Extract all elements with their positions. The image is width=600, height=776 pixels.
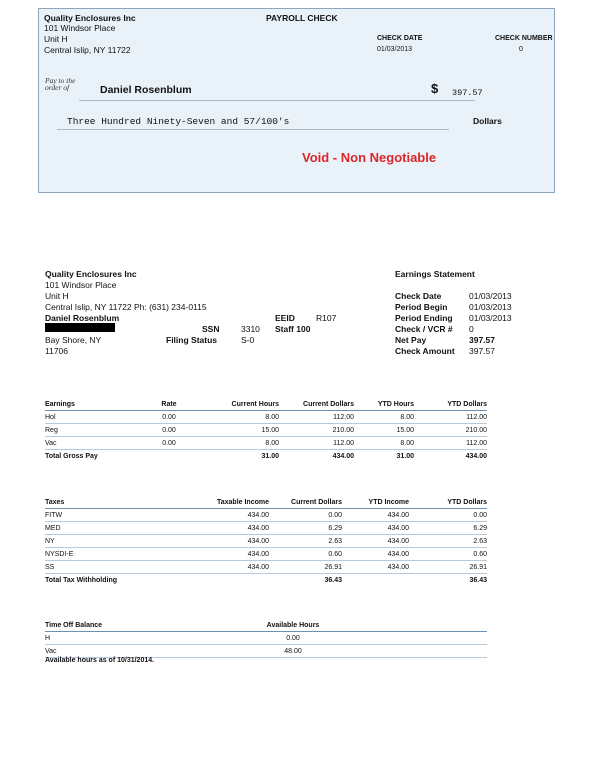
payee-line — [79, 100, 475, 101]
table-cell: 434.00 — [183, 522, 269, 535]
column-header-spacer — [341, 619, 487, 632]
column-header: Taxable Income — [183, 496, 269, 509]
amount-in-words: Three Hundred Ninety-Seven and 57/100's — [67, 116, 290, 127]
table-row — [45, 411, 487, 424]
check-company-city: Central Islip, NY 11722 — [44, 45, 131, 55]
table-cell: NYSDI-E — [45, 548, 183, 561]
check-amount: 397.57 — [452, 88, 483, 98]
table-cell: Vac — [45, 437, 133, 450]
table-row — [45, 561, 487, 574]
table-cell: Reg — [45, 424, 133, 437]
summary-label: Net Pay — [395, 335, 427, 345]
statement-company-name: Quality Enclosures Inc — [45, 269, 137, 279]
table-cell — [183, 574, 269, 587]
summary-value: 397.57 — [469, 346, 495, 356]
table-row — [45, 424, 487, 437]
table-cell-spacer — [341, 632, 487, 645]
table-row — [45, 548, 487, 561]
summary-value: 0 — [469, 324, 474, 334]
filing-status-value: S-0 — [241, 335, 255, 345]
summary-label: Check Date — [395, 291, 442, 301]
ssn-value: 3310 — [241, 324, 260, 334]
column-header: Time Off Balance — [45, 619, 245, 632]
check-company-address2: Unit H — [44, 34, 68, 44]
table-cell: 434.00 — [332, 452, 354, 460]
table-cell: 0.60 — [269, 548, 342, 561]
pay-to-label-line2: order of — [45, 83, 70, 92]
statement-title: Earnings Statement — [395, 269, 475, 279]
employee-city: Bay Shore, NY — [45, 335, 102, 345]
table-cell: 2.63 — [409, 535, 487, 548]
pay-to-label-line1: Pay to the — [45, 76, 76, 85]
table-row — [45, 645, 487, 658]
table-cell: 434.00 — [342, 548, 409, 561]
table-cell: 8.00 — [354, 437, 414, 450]
table-cell: 434.00 — [465, 452, 487, 460]
table-cell: 112.00 — [414, 411, 487, 424]
ssn-label: SSN — [202, 324, 220, 334]
summary-value: 01/03/2013 — [469, 291, 512, 301]
table-cell: 6.29 — [269, 522, 342, 535]
column-header: YTD Income — [342, 496, 409, 509]
table-cell — [342, 574, 409, 587]
column-header: YTD Dollars — [414, 398, 487, 411]
table-cell: 434.00 — [183, 548, 269, 561]
table-row — [45, 437, 487, 450]
table-cell: 434.00 — [183, 535, 269, 548]
filing-status-label: Filing Status — [166, 335, 217, 345]
check-company-name: Quality Enclosures Inc — [44, 13, 136, 23]
table-cell — [133, 450, 205, 463]
summary-label: Check Amount — [395, 346, 455, 356]
table-cell: 112.00 — [279, 411, 354, 424]
check-number-label: CHECK NUMBER — [495, 35, 553, 42]
table-cell: 434.00 — [183, 561, 269, 574]
table-cell: FITW — [45, 509, 183, 522]
table-cell: 8.00 — [205, 437, 279, 450]
table-cell: 2.63 — [269, 535, 342, 548]
check-date-label: CHECK DATE — [377, 35, 423, 42]
table-cell: 31.00 — [261, 452, 279, 460]
table-row — [45, 632, 487, 645]
table-cell: 0.00 — [409, 509, 487, 522]
table-cell: SS — [45, 561, 183, 574]
column-header: Earnings — [45, 398, 133, 411]
void-stamp: Void - Non Negotiable — [302, 150, 437, 165]
table-cell: 26.91 — [409, 561, 487, 574]
amount-line — [57, 129, 449, 130]
time-off-note: Available hours as of 10/31/2014. — [45, 657, 155, 664]
table-cell: Total Tax Withholding — [45, 576, 117, 584]
dollars-label: Dollars — [473, 116, 502, 126]
employee-zip: 11706 — [45, 346, 69, 356]
summary-label: Check / VCR # — [395, 324, 453, 334]
check-number: 0 — [519, 46, 523, 53]
table-cell-spacer — [341, 645, 487, 658]
table-cell: 15.00 — [205, 424, 279, 437]
table-cell: 210.00 — [414, 424, 487, 437]
table-cell: 434.00 — [342, 561, 409, 574]
table-cell: 36.43 — [324, 576, 342, 584]
statement-company-city-phone: Central Islip, NY 11722 Ph: (631) 234-0115 — [45, 302, 207, 312]
table-cell: 8.00 — [354, 411, 414, 424]
summary-value: 01/03/2013 — [469, 313, 512, 323]
table-cell: 0.00 — [245, 632, 341, 645]
table-cell: 31.00 — [396, 452, 414, 460]
table-cell: 48.00 — [245, 645, 341, 658]
table-cell: 0.00 — [269, 509, 342, 522]
table-row — [45, 522, 487, 535]
table-cell: 434.00 — [183, 509, 269, 522]
column-header: Current Hours — [205, 398, 279, 411]
summary-label: Period Begin — [395, 302, 448, 312]
check-date: 01/03/2013 — [377, 46, 413, 53]
table-cell: 0.00 — [133, 437, 205, 450]
check-title: PAYROLL CHECK — [266, 13, 338, 23]
table-cell: MED — [45, 522, 183, 535]
total-row — [45, 574, 487, 587]
table-cell: 0.00 — [133, 424, 205, 437]
table-cell: 0.60 — [409, 548, 487, 561]
summary-label: Period Ending — [395, 313, 453, 323]
time-off-table — [45, 619, 487, 658]
payroll-check — [38, 8, 555, 193]
table-cell: 6.29 — [409, 522, 487, 535]
employee-name: Daniel Rosenblum — [45, 313, 120, 323]
summary-value: 01/03/2013 — [469, 302, 512, 312]
column-header: Taxes — [45, 496, 183, 509]
dollar-sign-icon: $ — [431, 81, 439, 96]
table-row — [45, 535, 487, 548]
table-cell: 26.91 — [269, 561, 342, 574]
column-header: Current Dollars — [279, 398, 354, 411]
column-header: Current Dollars — [269, 496, 342, 509]
table-cell: 434.00 — [342, 522, 409, 535]
total-row — [45, 450, 487, 463]
table-cell: 0.00 — [133, 411, 205, 424]
staff-label: Staff 100 — [275, 324, 311, 334]
table-cell: Hol — [45, 411, 133, 424]
column-header: Available Hours — [245, 619, 341, 632]
table-row — [45, 509, 487, 522]
table-cell: NY — [45, 535, 183, 548]
summary-value: 397.57 — [469, 335, 495, 345]
column-header: YTD Hours — [354, 398, 414, 411]
statement-company-address1: 101 Windsor Place — [45, 280, 117, 290]
table-cell: H — [45, 632, 245, 645]
table-cell: Vac — [45, 645, 245, 658]
table-cell: Total Gross Pay — [45, 452, 98, 460]
table-cell: 434.00 — [342, 509, 409, 522]
table-cell: 36.43 — [469, 576, 487, 584]
column-header: YTD Dollars — [409, 496, 487, 509]
eeid-value: R107 — [316, 313, 337, 323]
eeid-label: EEID — [275, 313, 295, 323]
earnings-table — [45, 398, 487, 462]
payee-name: Daniel Rosenblum — [100, 84, 192, 96]
check-company-address1: 101 Windsor Place — [44, 23, 116, 33]
table-cell: 112.00 — [414, 437, 487, 450]
column-header: Rate — [133, 398, 205, 411]
table-cell: 434.00 — [342, 535, 409, 548]
taxes-table — [45, 496, 487, 586]
table-cell: 210.00 — [279, 424, 354, 437]
redacted-address-block — [45, 323, 115, 332]
table-cell: 15.00 — [354, 424, 414, 437]
table-cell: 112.00 — [279, 437, 354, 450]
statement-company-address2: Unit H — [45, 291, 69, 301]
table-cell: 8.00 — [205, 411, 279, 424]
